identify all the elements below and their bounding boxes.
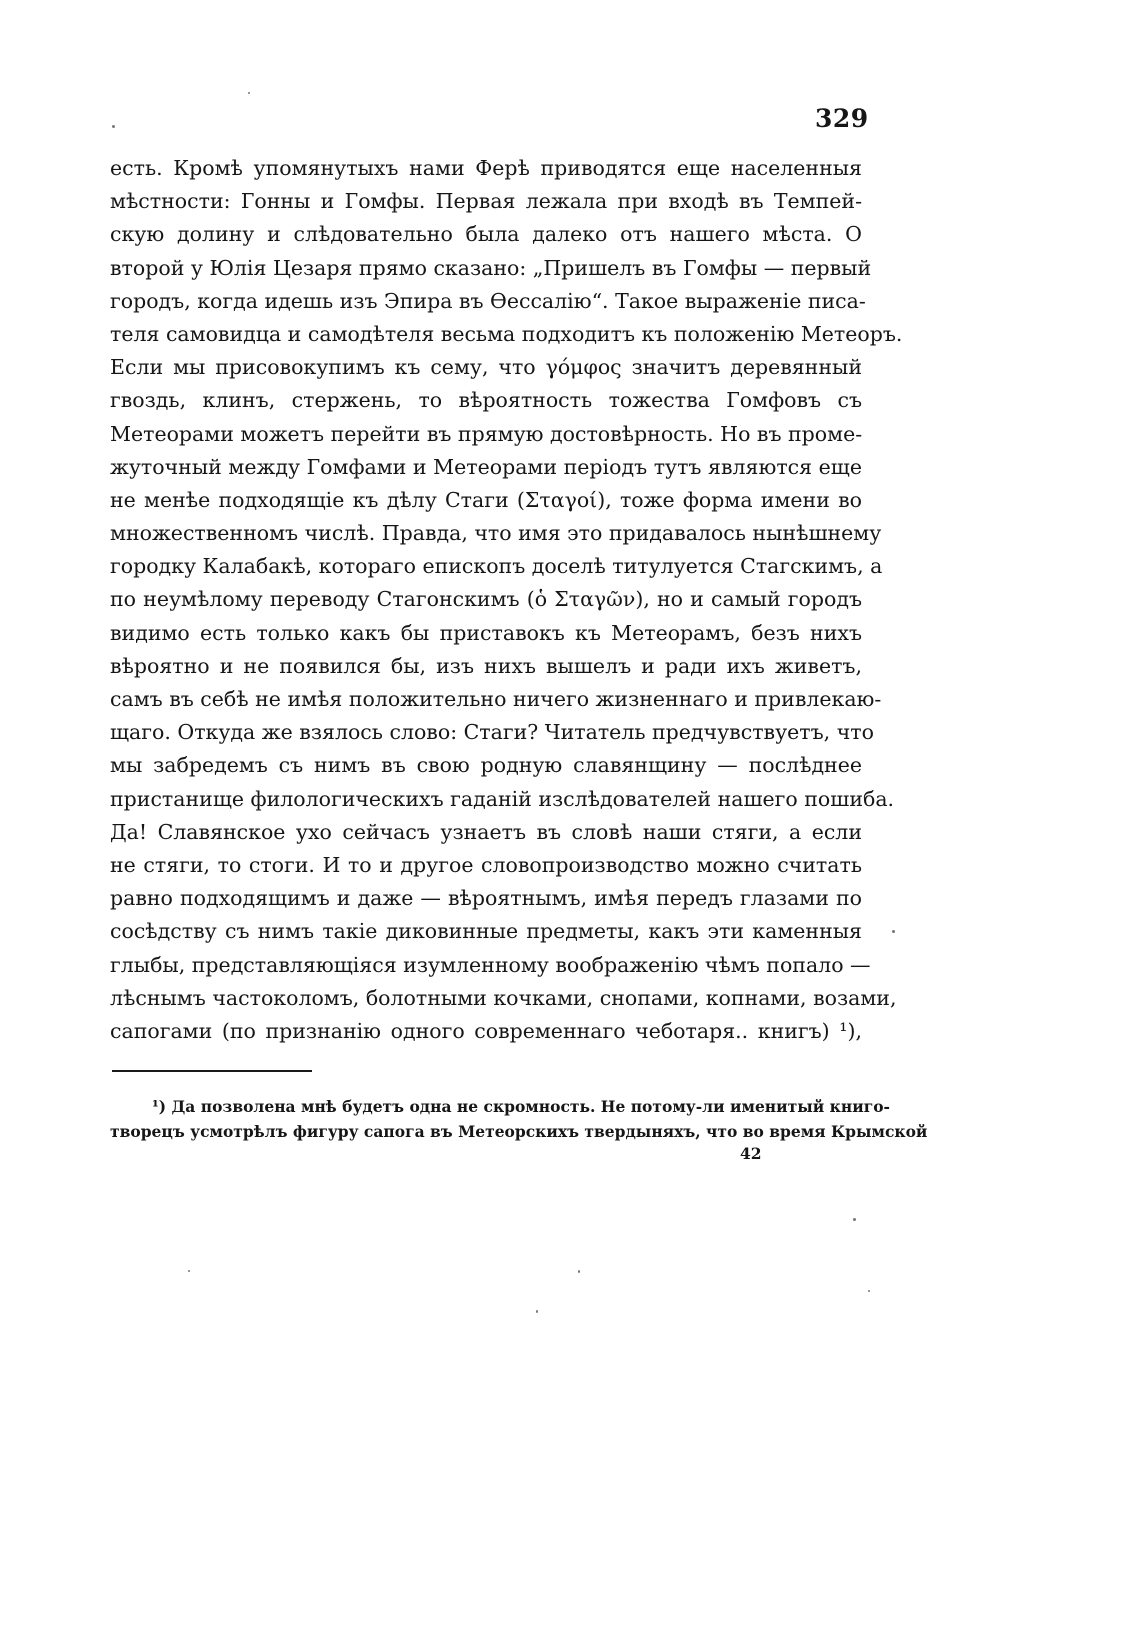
scan-speck bbox=[892, 930, 895, 933]
text-line: скую долину и слѣдовательно была далеко отъ нашего мѣста. О bbox=[110, 222, 862, 247]
text-line: сапогами (по признанію одного современнаго чеботаря.. книгъ) ¹), bbox=[110, 1018, 862, 1043]
text-line: Если мы присовокупимъ къ сему, что γόμφος значитъ деревянный bbox=[110, 355, 862, 380]
scan-speck bbox=[853, 1218, 856, 1221]
footnote-line: творецъ усмотрѣлъ фигуру сапога въ Метеорскихъ твердыняхъ, что во время Крымской bbox=[110, 1122, 928, 1141]
text-line: щаго. Откуда же взялось слово: Стаги? Читатель предчувствуетъ, что bbox=[110, 720, 874, 745]
text-line: сосѣдству съ нимъ такіе диковинные предметы, какъ эти каменныя bbox=[110, 919, 862, 944]
scan-speck bbox=[248, 92, 250, 94]
text-line: гвоздь, клинъ, стержень, то вѣроятность тожества Гомфовъ съ bbox=[110, 388, 862, 413]
text-line: не стяги, то стоги. И то и другое словопроизводство можно считать bbox=[110, 852, 862, 877]
text-line: второй у Юлія Цезаря прямо сказано: „Пришелъ въ Гомфы — первый bbox=[110, 255, 872, 280]
text-line: мѣстности: Гонны и Гомфы. Первая лежала при входѣ въ Темпей- bbox=[110, 189, 862, 214]
text-line: жуточный между Гомфами и Метеорами періодъ тутъ являются еще bbox=[110, 454, 862, 479]
text-line: городъ, когда идешь изъ Эпира въ Ѳессалію“. Такое выраженіе писа- bbox=[110, 288, 866, 313]
text-line: множественномъ числѣ. Правда, что имя это придавалось нынѣшнему bbox=[110, 521, 882, 546]
text-line: Да! Славянское ухо сейчасъ узнаетъ въ словѣ наши стяги, а если bbox=[110, 819, 862, 844]
text-line: лѣснымъ частоколомъ, болотными кочками, снопами, копнами, возами, bbox=[110, 985, 897, 1010]
footnote bbox=[110, 1094, 928, 1144]
footnote-line: ¹) Да позволена мнѣ будетъ одна не скромность. Не потому-ли именитый книго- bbox=[152, 1097, 890, 1116]
page-number: 329 bbox=[815, 104, 869, 133]
text-line: самъ въ себѣ не имѣя положительно ничего жизненнаго и привлекаю- bbox=[110, 687, 882, 711]
text-line: глыбы, представляющіяся изумленному воображенію чѣмъ попало — bbox=[110, 952, 871, 977]
text-line: мы забредемъ съ нимъ въ свою родную славянщину — послѣднее bbox=[110, 753, 862, 778]
body-text bbox=[110, 152, 903, 1048]
text-line: теля самовидца и самодѣтеля весьма подходитъ къ положенію Метеоръ. bbox=[110, 321, 903, 346]
scan-speck bbox=[536, 1310, 538, 1313]
text-line: вѣроятно и не появился бы, изъ нихъ вышелъ и ради ихъ живетъ, bbox=[110, 653, 862, 678]
text-line: городку Калабакѣ, котораго епископъ доселѣ титулуется Стагскимъ, а bbox=[110, 554, 883, 579]
scan-speck bbox=[188, 1270, 190, 1272]
scan-speck bbox=[578, 1270, 580, 1273]
text-line: равно подходящимъ и даже — вѣроятнымъ, имѣя передъ глазами по bbox=[110, 886, 862, 911]
footnote-divider bbox=[112, 1070, 312, 1072]
text-line: по неумѣлому переводу Стагонскимъ (ὁ Σταγῶν), но и самый городъ bbox=[110, 587, 862, 612]
text-line: видимо есть только какъ бы приставокъ къ Метеорамъ, безъ нихъ bbox=[110, 620, 862, 645]
scan-speck bbox=[868, 1290, 870, 1292]
text-line: пристанище филологическихъ гаданій изслѣдователей нашего пошиба. bbox=[110, 786, 895, 811]
signature-mark: 42 bbox=[740, 1144, 762, 1163]
text-line: не менѣе подходящіе къ дѣлу Стаги (Σταγοί), тоже форма имени во bbox=[110, 487, 862, 512]
scan-speck bbox=[112, 125, 115, 128]
text-line: Метеорами можетъ перейти въ прямую достовѣрность. Но въ проме- bbox=[110, 421, 863, 446]
text-line: есть. Кромѣ упомянутыхъ нами Ферѣ приводятся еще населенныя bbox=[110, 156, 862, 180]
